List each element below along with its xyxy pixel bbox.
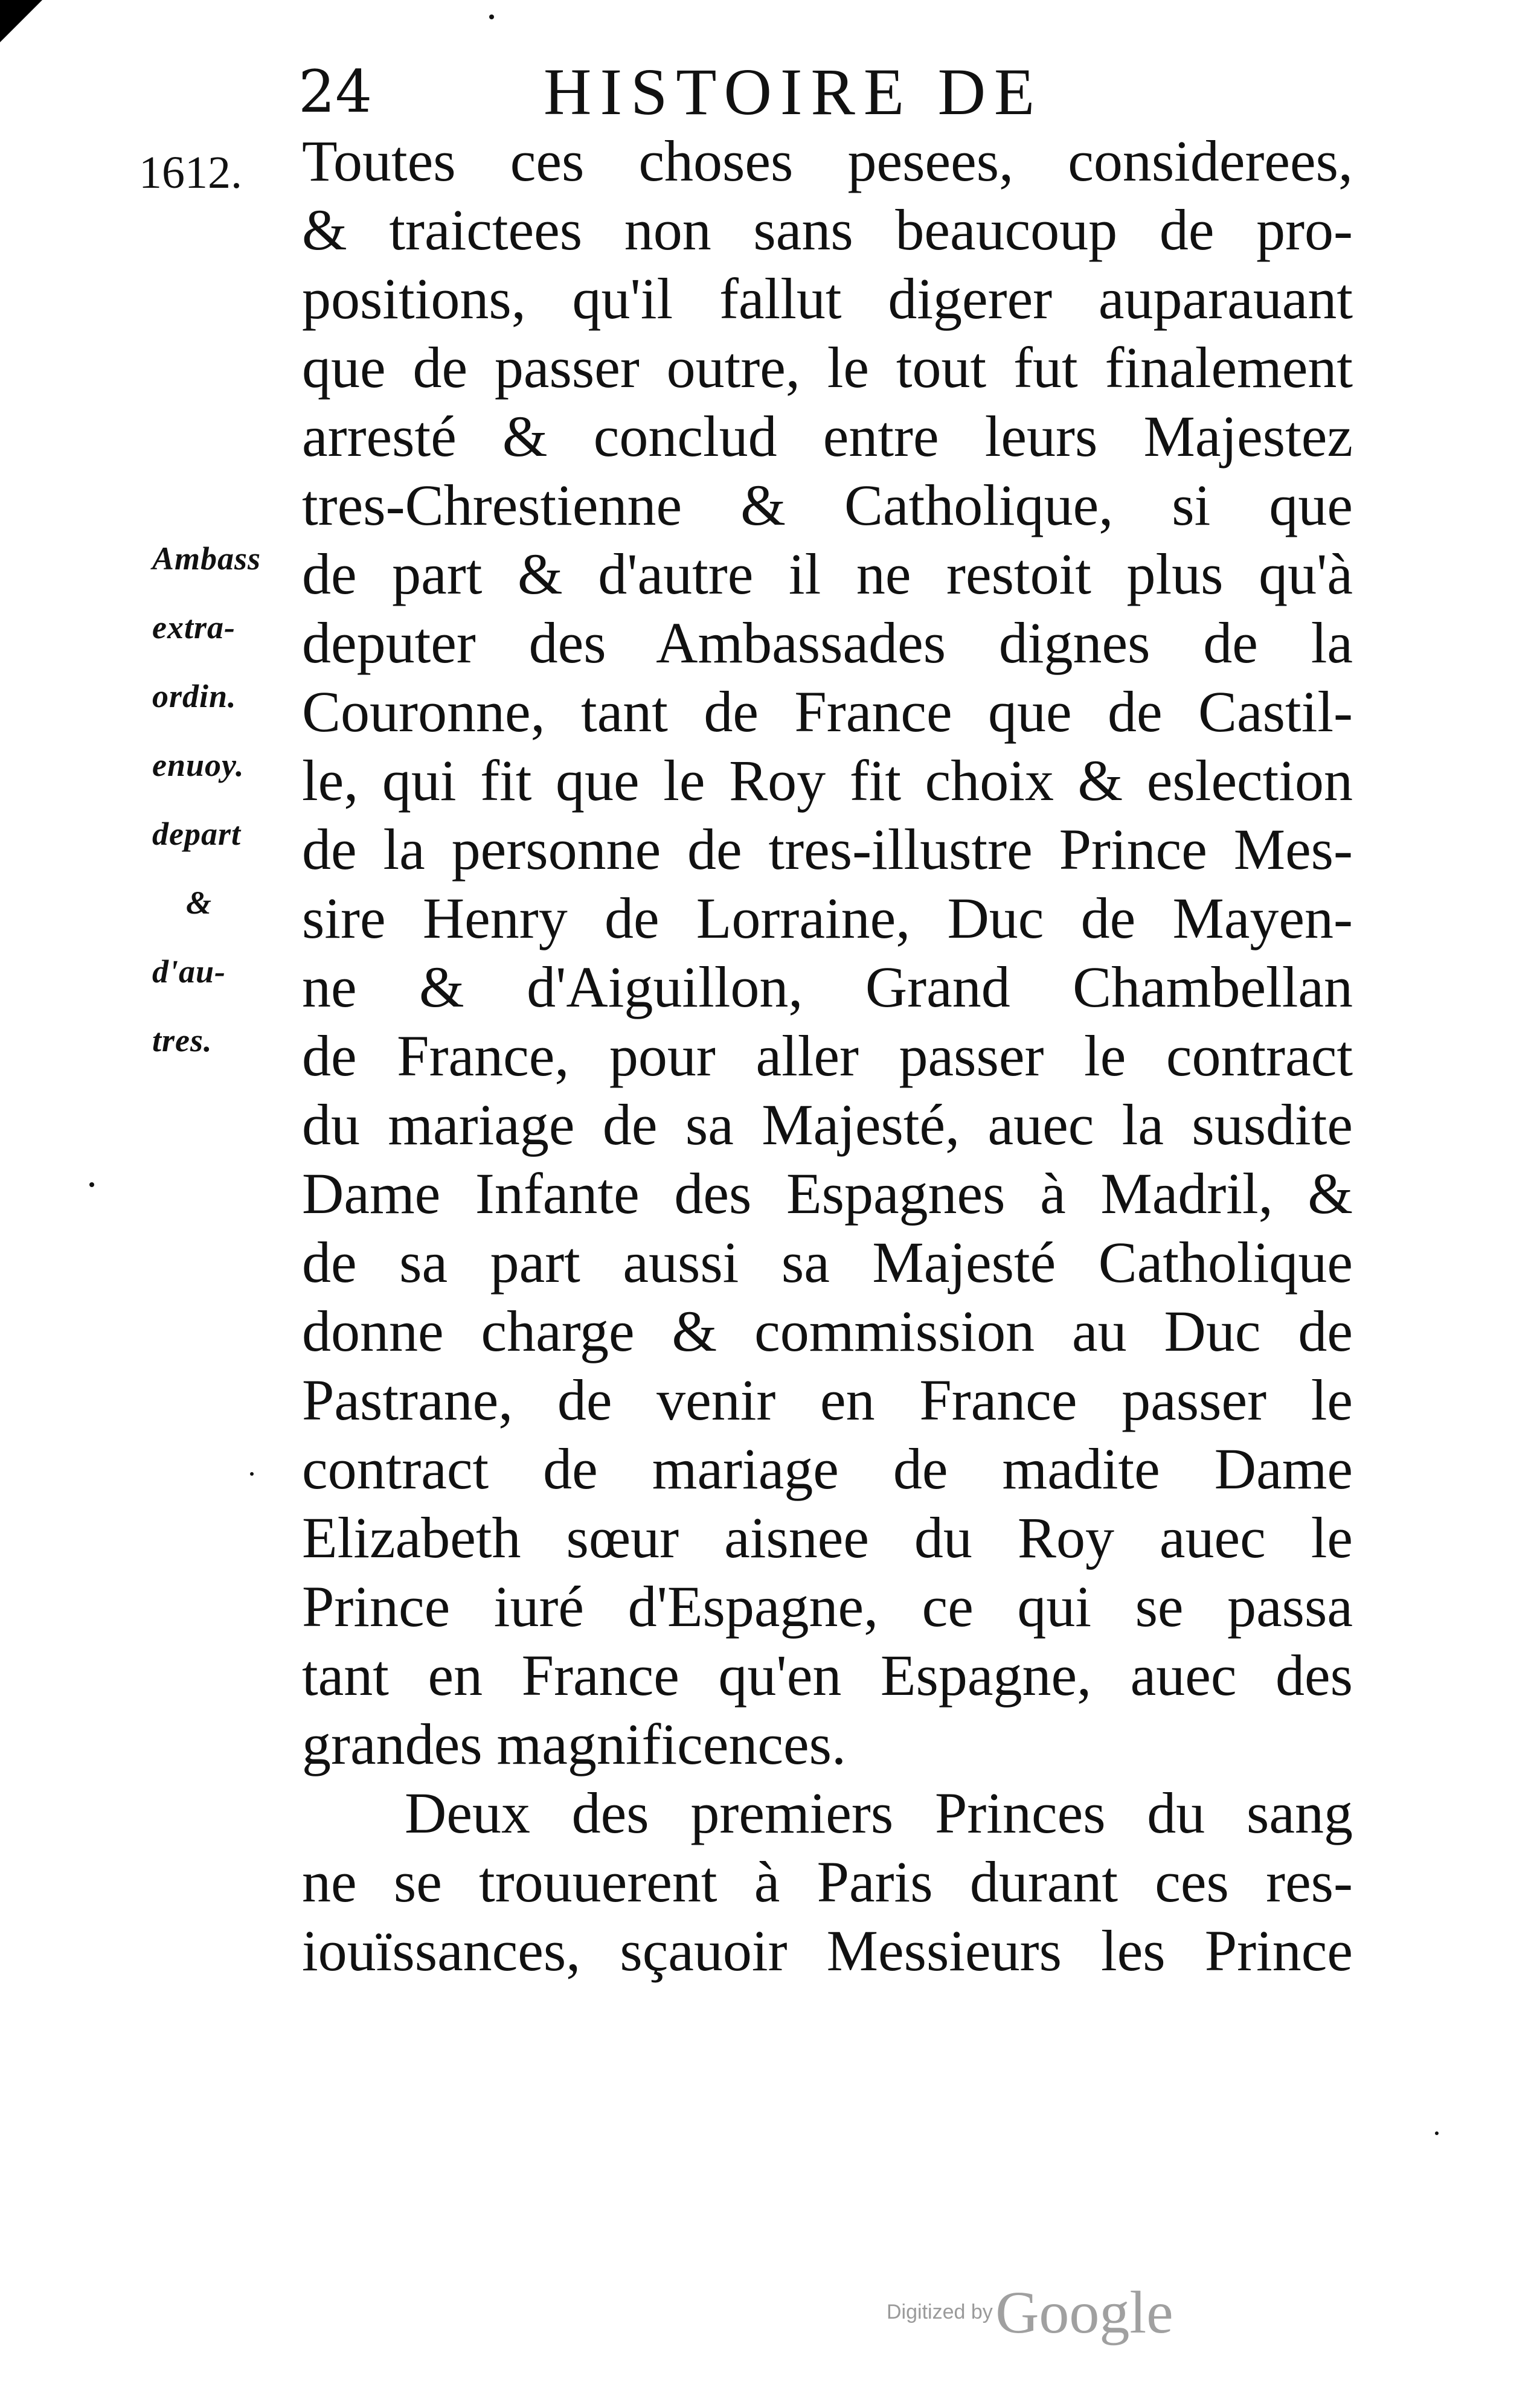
- scan-corner-mark: [0, 0, 42, 42]
- paragraph-1: [302, 127, 1353, 1779]
- margin-note-line: tres.: [152, 1022, 213, 1058]
- google-logo: Google: [995, 2279, 1173, 2346]
- text-line: tant en France qu'en Espagne, auec des: [302, 1643, 1353, 1708]
- text-line: iouïssances, sçauoir Messieurs les Prince: [302, 1918, 1353, 1983]
- digitization-watermark: [887, 2278, 1173, 2347]
- ink-speck: [1435, 2131, 1439, 2135]
- ink-speck: [250, 1472, 254, 1476]
- text-line: sire Henry de Lorraine, Duc de Mayen-: [302, 886, 1353, 950]
- running-title: HISTOIRE DE: [544, 55, 1044, 129]
- margin-note-line: &: [186, 885, 213, 921]
- text-line: & traictees non sans beaucoup de pro-: [302, 197, 1353, 262]
- text-line: le, qui fit que le Roy fit choix & eslection: [302, 748, 1353, 813]
- digitized-by-label: Digitized by: [887, 2301, 993, 2323]
- text-line: donne charge & commission au Duc de: [302, 1299, 1353, 1363]
- body-text: [302, 127, 1353, 1985]
- margin-note-line: enuoy.: [152, 747, 245, 783]
- text-line: de France, pour aller passer le contract: [302, 1023, 1353, 1088]
- margin-note-line: ordin.: [152, 678, 237, 714]
- page-header: [290, 56, 1172, 128]
- text-line: Prince iuré d'Espagne, ce qui se passa: [302, 1574, 1353, 1639]
- text-line: positions, qu'il fallut digerer auparauant: [302, 266, 1353, 331]
- text-line: ne & d'Aiguillon, Grand Chambellan: [302, 955, 1353, 1019]
- paragraph-2: [302, 1779, 1353, 1985]
- margin-note: [152, 524, 291, 1075]
- text-line: Couronne, tant de France que de Castil-: [302, 679, 1353, 744]
- margin-year: 1612.: [139, 147, 242, 198]
- text-line: Pastrane, de venir en France passer le: [302, 1368, 1353, 1432]
- text-line: Deux des premiers Princes du sang: [405, 1781, 1353, 1845]
- text-line: Dame Infante des Espagnes à Madril, &: [302, 1161, 1353, 1226]
- page-number: 24: [298, 58, 373, 126]
- text-line: tres-Chrestienne & Catholique, si que: [302, 473, 1353, 537]
- margin-note-line: extra-: [152, 609, 236, 645]
- margin-note-line: depart: [152, 816, 241, 852]
- ink-speck: [89, 1182, 94, 1187]
- text-line: arresté & conclud entre leurs Majestez: [302, 404, 1353, 469]
- text-line: Elizabeth sœur aisnee du Roy auec le: [302, 1505, 1353, 1570]
- margin-note-line: Ambass: [152, 540, 262, 577]
- text-line: ne se trouuerent à Paris durant ces res-: [302, 1849, 1353, 1914]
- text-line: que de passer outre, le tout fut finalement: [302, 335, 1353, 400]
- text-line: contract de mariage de madite Dame: [302, 1436, 1353, 1501]
- text-line: de part & d'autre il ne restoit plus qu'à: [302, 542, 1353, 606]
- margin-note-line: d'au-: [152, 953, 226, 990]
- text-line: de la personne de tres-illustre Prince Mes-: [302, 817, 1353, 882]
- text-line: de sa part aussi sa Majesté Catholique: [302, 1230, 1353, 1295]
- text-line: Toutes ces choses pesees, considerees,: [302, 129, 1353, 193]
- ink-speck: [489, 14, 494, 19]
- text-line: grandes magnificences.: [302, 1712, 846, 1776]
- text-line: deputer des Ambassades dignes de la: [302, 610, 1353, 675]
- text-line: du mariage de sa Majesté, auec la susdite: [302, 1092, 1353, 1157]
